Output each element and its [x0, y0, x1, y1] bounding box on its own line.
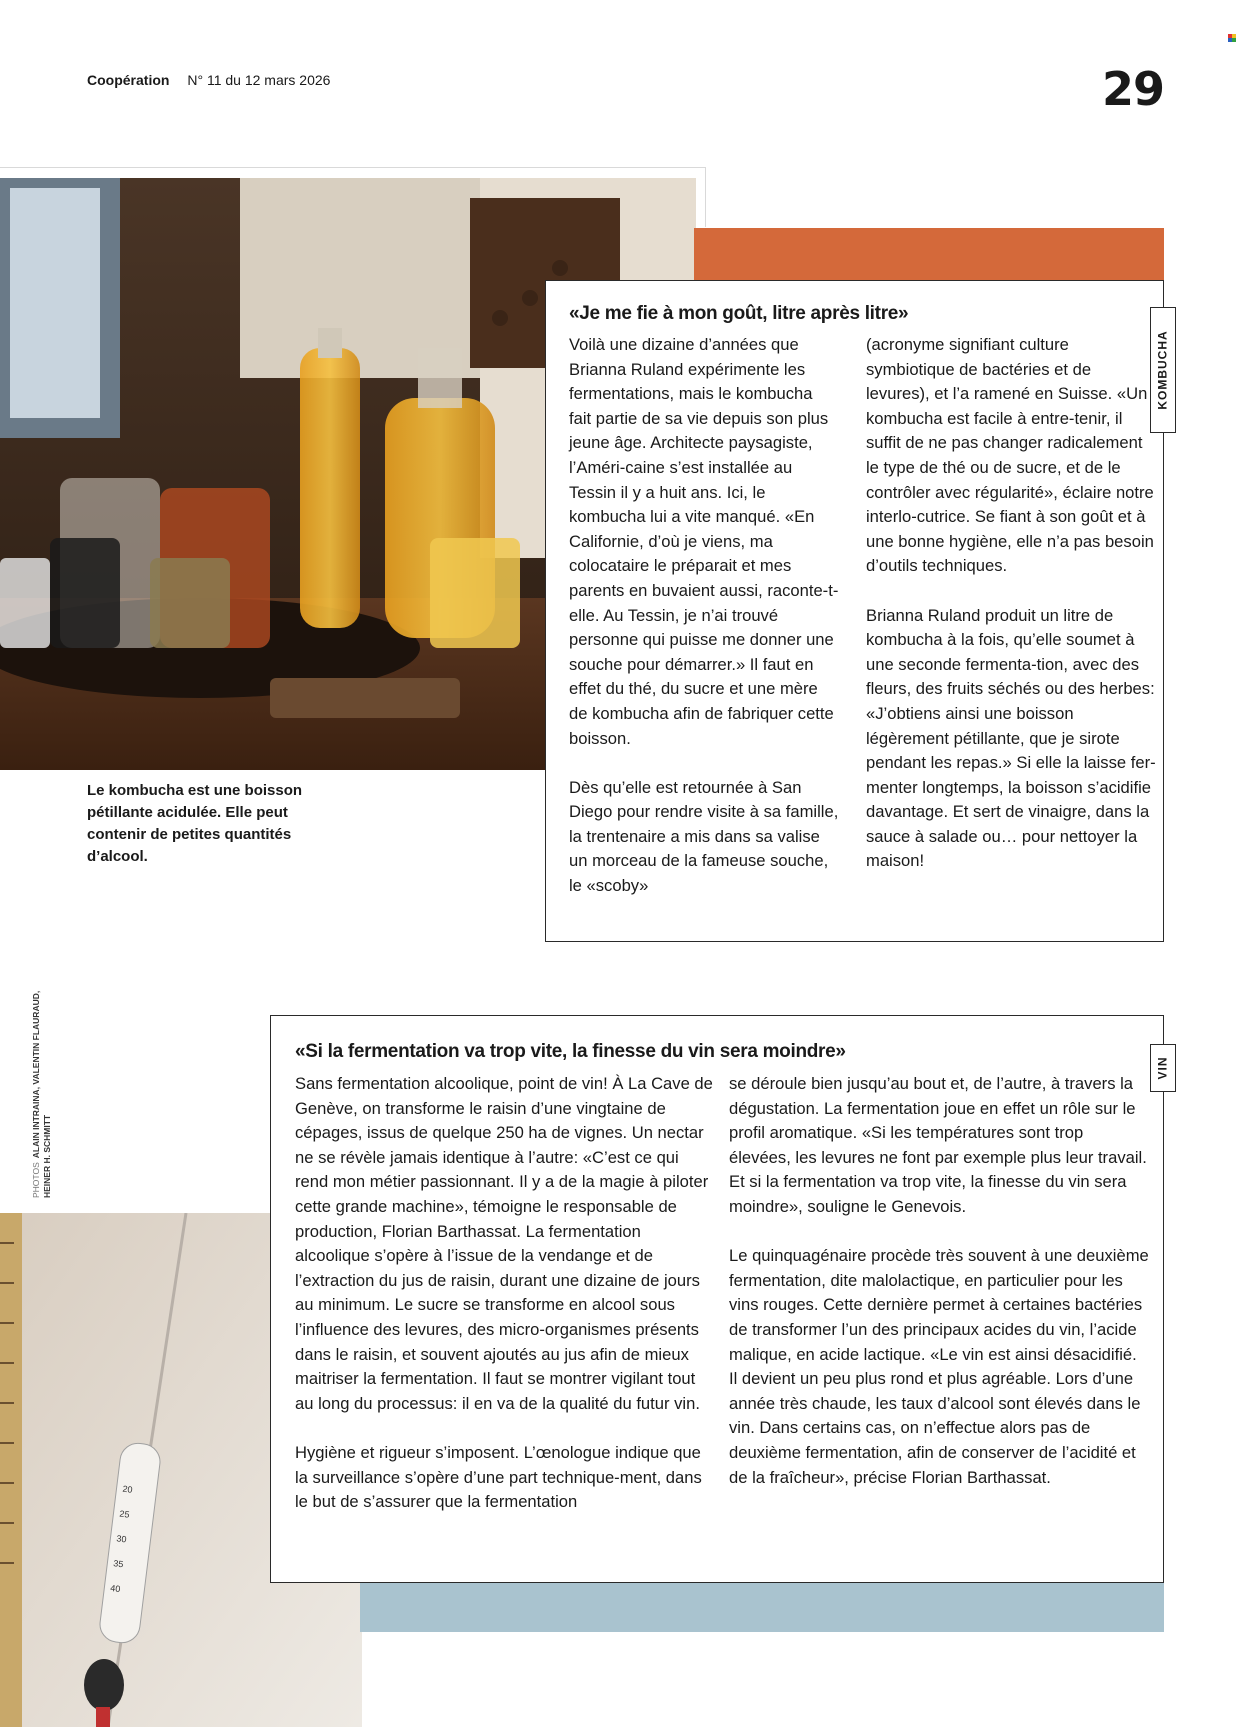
wine-article-column-1	[295, 1072, 715, 1515]
photo-credits-label: PHOTOS	[31, 1162, 41, 1198]
orange-accent-band	[694, 228, 1164, 280]
page-header	[87, 72, 330, 88]
hydrometer-scale-label: 20	[121, 1483, 134, 1495]
wine-article-column-2	[729, 1072, 1149, 1490]
kombucha-article	[545, 280, 1164, 942]
section-tag-wine	[1150, 1044, 1176, 1092]
paragraph: Voilà une dizaine d’années que Brianna Ruland expérimente les fermentations, mais le kombucha fait partie de sa vie depuis son plus jeune âge. Architecte paysagiste, l’Améri-caine s’est installée au Tessin il y a huit ans. Ici, le kombucha lui a vite manqué. «En Californie, d’où je viens, ma colocataire le préparait et mes parents en buvaient aussi, raconte-t-elle. Au Tessin, je n’ai trouvé personne qui puisse me donner une souche pour démarrer.» Il faut en effet du thé, du sucre et une mère de kombucha afin de fabriquer cette boisson.	[569, 335, 839, 748]
kombucha-article-column-1	[569, 333, 839, 899]
kombucha-article-title: «Je me fie à mon goût, litre après litre»	[569, 303, 909, 324]
issue-info: N° 11 du 12 mars 2026	[187, 72, 331, 88]
section-tag-kombucha	[1150, 307, 1176, 433]
photo-credits	[31, 968, 71, 1198]
wine-article-title: «Si la fermentation va trop vite, la finesse du vin sera moindre»	[295, 1041, 846, 1062]
wine-article	[270, 1015, 1164, 1583]
photo-frame-line	[705, 167, 706, 227]
paragraph: Dès qu’elle est retournée à San Diego pour rendre visite à sa famille, la trentenaire a mis dans sa valise un morceau de la fameuse souche, le «scoby»	[569, 777, 839, 896]
kombucha-article-column-2	[866, 333, 1156, 874]
paragraph: Brianna Ruland produit un litre de kombucha à la fois, qu’elle soumet à une seconde fermenta-tion, avec des fleurs, des fruits séchés ou des herbes: «J’obtiens ainsi une boisson légèrement pétillante, que je sirote pendant les repas.» Si elle la laisse fer-menter longtemps, la boisson s’acidifie davantage. Et sert de vinaigre, dans la sauce à salade ou… pour nettoyer la maison!	[866, 605, 1156, 871]
paragraph: Hygiène et rigueur s’imposent. L’œnologue indique que la surveillance s’opère d’une part technique-ment, dans le but de s’assurer que la fermentation	[295, 1442, 702, 1512]
photo-credits-names: ALAIN INTRAINA, VALENTIN FLAURAUD, HEINER H. SCHMITT	[31, 990, 52, 1198]
page-number: 29	[1101, 62, 1164, 116]
color-registration-mark	[1228, 34, 1236, 42]
paragraph: Sans fermentation alcoolique, point de vin! À La Cave de Genève, on transforme le raisin d’une vingtaine de cépages, issus de quelque 250 ha de vignes. Un nectar ne se révèle jamais identique à l’autre: «C’est ce qui rend mon métier passionnant. Il y a de la magie à piloter cette grande machine», témoigne le responsable de production, Florian Barthassat. La fermentation alcoolique s’opère à l’issue de la vendange et de l’extraction du jus de raisin, durant une dizaine de jours au minimum. Le sucre se transforme en alcool sous l’influence des levures, des micro-organismes présents dans le raisin, et souvent ajoutés au jus afin de mieux maitriser la fermentation. Il faut se montrer vigilant tout au long du processus: il en va de la qualité du futur vin.	[295, 1074, 713, 1413]
section-tag-label: KOMBUCHA	[1156, 330, 1171, 410]
hydrometer-scale-label: 35	[112, 1558, 124, 1570]
section-tag-label: VIN	[1155, 1056, 1170, 1080]
photo-caption: Le kombucha est une boisson pétillante acidulée. Elle peut contenir de petites quantités d’alcool.	[87, 782, 303, 865]
hydrometer-scale-label: 40	[109, 1582, 121, 1595]
publication-name: Coopération	[87, 72, 170, 88]
hydrometer-scale-label: 30	[115, 1533, 128, 1545]
photo-frame-line	[0, 167, 706, 168]
paragraph: se déroule bien jusqu’au bout et, de l’autre, à travers la dégustation. La fermentation joue en effet un rôle sur le profil aromatique. «Si les températures sont trop élevées, les levures ne font par exemple plus leur travail. Et si la fermentation va trop vite, la finesse du vin sera moindre», souligne le Genevois.	[729, 1074, 1147, 1216]
paragraph: (acronyme signifiant culture symbiotique de bactéries et de levures), et l’a ramené en Suisse. «Un kombucha est facile à entre-tenir, il suffit de ne pas changer radicalement le type de thé ou de sucre, et de le contrôler avec régularité», éclaire notre interlo-cutrice. Se fiant à son goût et à une bonne hygiène, elle n’a pas besoin d’outils techniques.	[866, 335, 1154, 576]
paragraph: Le quinquagénaire procède très souvent à une deuxième fermentation, dite malolactique, en particulier pour les vins rouges. Cette dernière permet à certaines bactéries de transformer l’un des principaux acides du vin, l’acide malique, en acide lactique. «Le vin est ainsi désacidifié. Il devient un peu plus rond et plus agréable. Lors d’une année très chaude, les taux d’alcool sont élevés dans le vin. Dans certains cas, on n’effectue alors pas de deuxième fermentation, afin de conserver de l’acidité et de la fraîcheur», précise Florian Barthassat.	[729, 1246, 1149, 1487]
blue-accent-band	[360, 1583, 1164, 1632]
hydrometer-scale-label: 25	[118, 1508, 131, 1520]
